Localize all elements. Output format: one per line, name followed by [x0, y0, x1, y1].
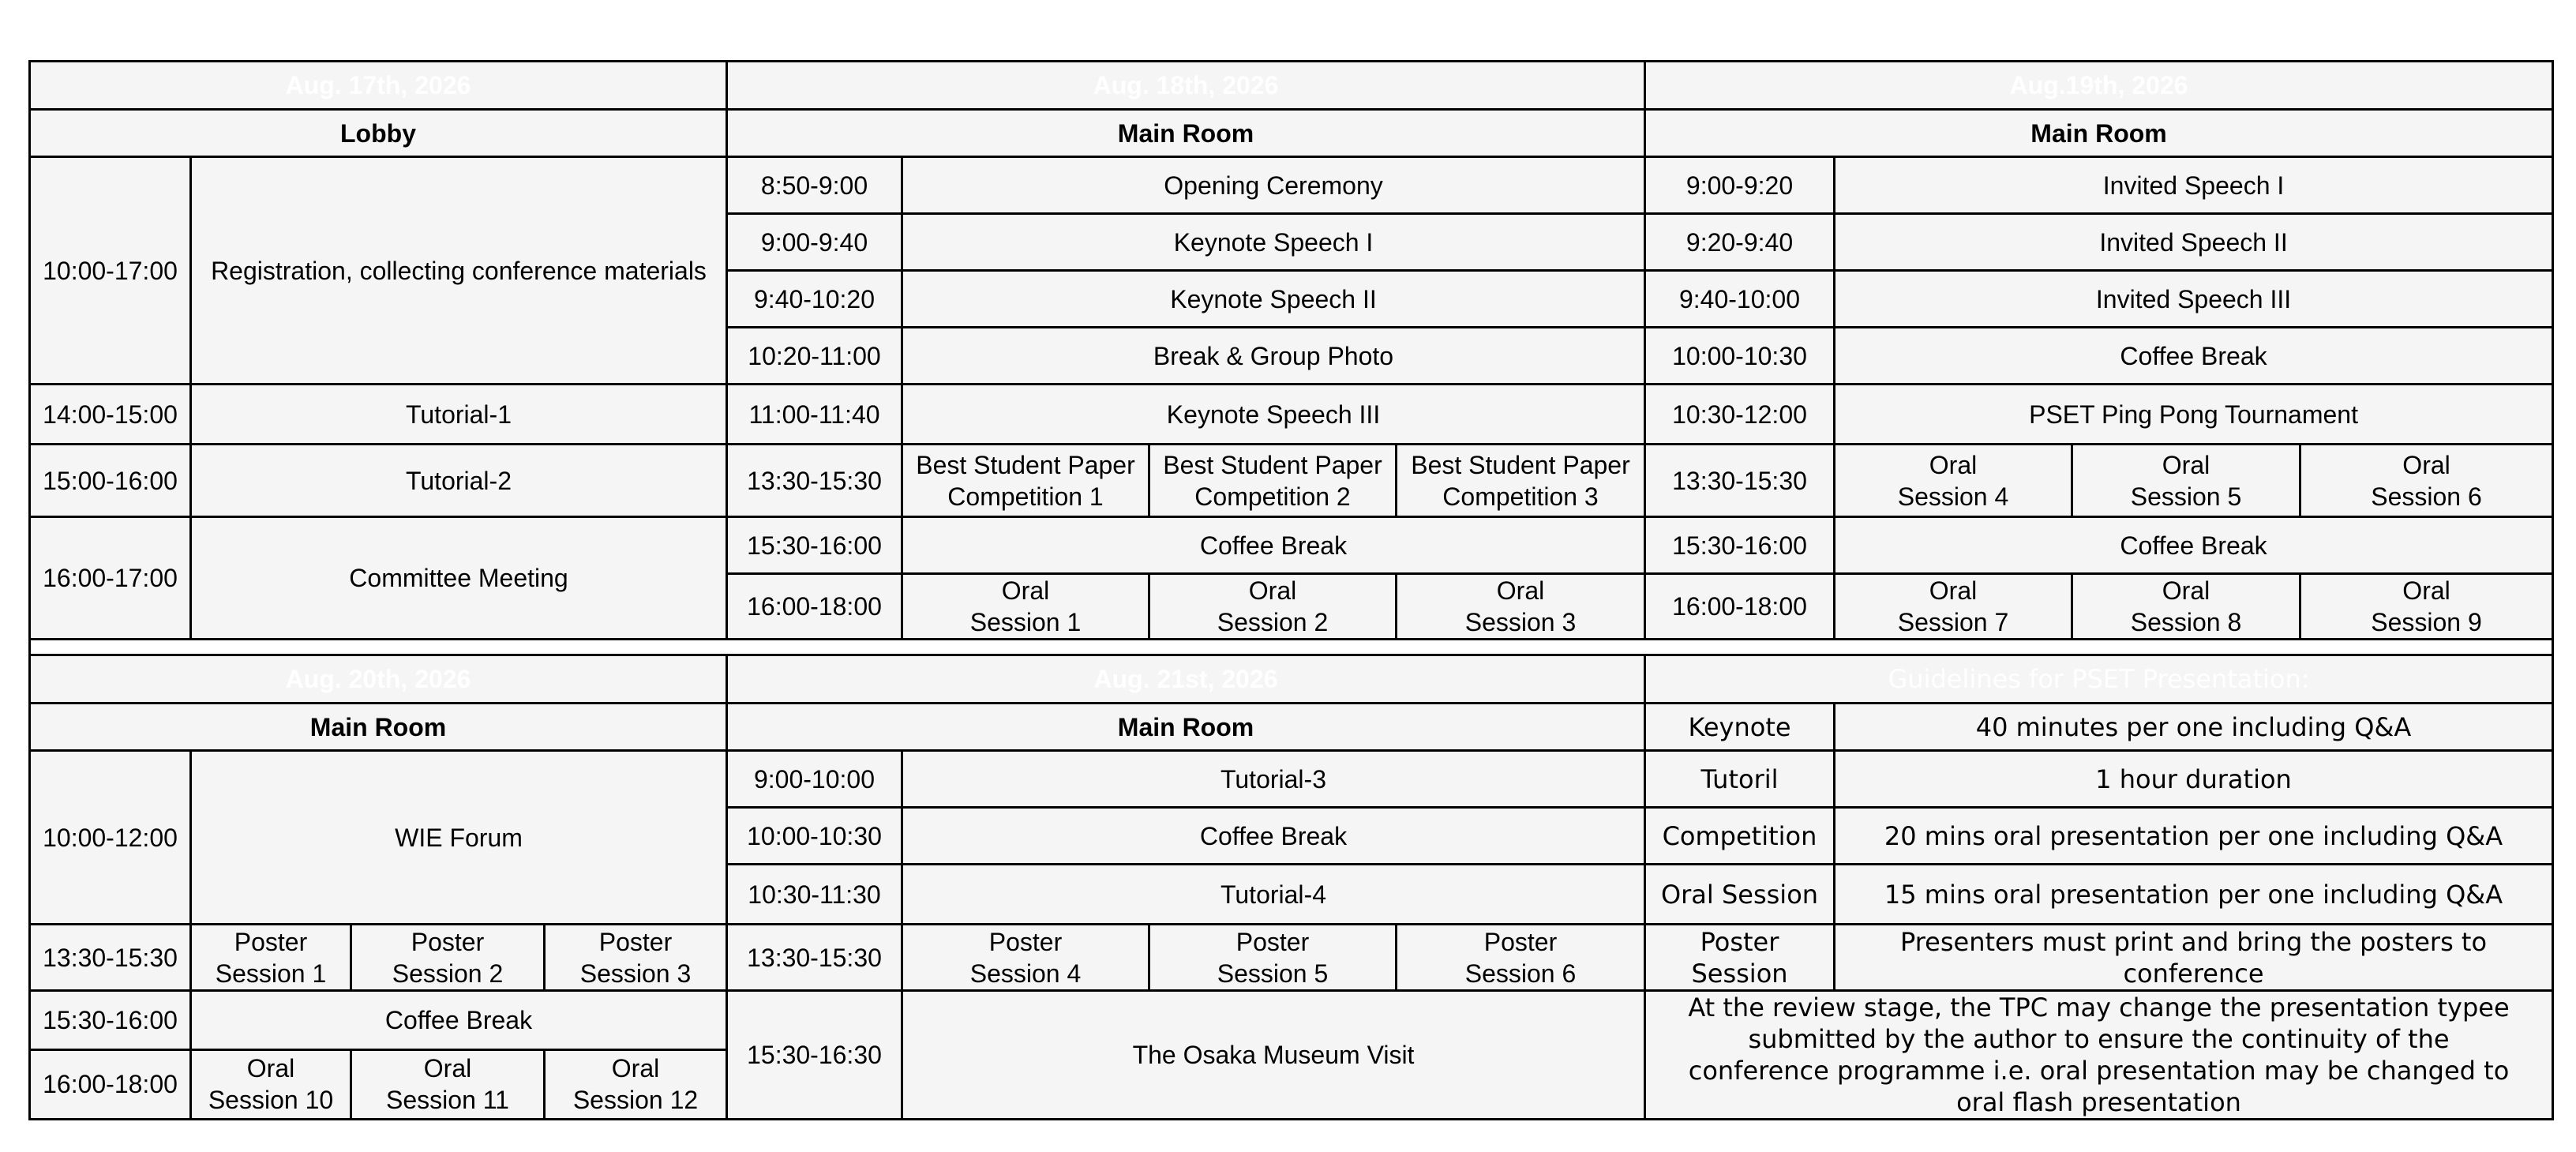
- day5-poster-cell: Poster Session 5: [1149, 925, 1397, 991]
- day5-time-cell: 13:30-15:30: [727, 925, 902, 991]
- day5-time-cell: 10:00-10:30: [727, 808, 902, 865]
- day2-time-cell: 9:40-10:20: [727, 271, 902, 328]
- day4-time-cell: 10:00-12:00: [30, 751, 191, 925]
- day4-session-cell: Oral Session 10: [191, 1049, 351, 1119]
- guideline-note-line: At the review stage, the TPC may change the presentation typee: [1688, 993, 2510, 1023]
- guideline-label: Keynote: [1645, 704, 1835, 751]
- guideline-note-line: submitted by the author to ensure the continuity of the: [1748, 1024, 2450, 1054]
- day3-event-cell: Invited Speech III: [1835, 271, 2553, 328]
- day1-room: Lobby: [30, 110, 727, 157]
- day4-event-cell: Coffee Break: [191, 991, 727, 1050]
- day4-time-cell: 16:00-18:00: [30, 1049, 191, 1119]
- day3-room: Main Room: [1645, 110, 2553, 157]
- day1-date-header: Aug. 17th, 2026: [30, 62, 727, 110]
- day2-event-cell: Keynote Speech III: [902, 385, 1645, 445]
- day1-event-cell: Tutorial-2: [191, 445, 727, 517]
- day4-session-cell: Oral Session 12: [545, 1049, 727, 1119]
- day5-event-cell: The Osaka Museum Visit: [902, 991, 1645, 1120]
- day3-event-cell: Coffee Break: [1835, 517, 2553, 574]
- day2-time-cell: 10:20-11:00: [727, 328, 902, 385]
- guideline-text: Presenters must print and bring the posters to conference: [1835, 925, 2553, 991]
- day1-event-cell: Tutorial-1: [191, 385, 727, 445]
- day3-session-cell: Oral Session 6: [2300, 445, 2553, 517]
- day2-time-cell: 16:00-18:00: [727, 574, 902, 640]
- day4-time-cell: 13:30-15:30: [30, 925, 191, 991]
- day3-event-cell: Invited Speech II: [1835, 214, 2553, 271]
- day3-time-cell: 13:30-15:30: [1645, 445, 1835, 517]
- day1-event-cell: Registration, collecting conference materials: [191, 157, 727, 385]
- day2-competition-cell: Best Student Paper Competition 2: [1149, 445, 1397, 517]
- guideline-label: Oral Session: [1645, 865, 1835, 925]
- day1-time-cell: 15:00-16:00: [30, 445, 191, 517]
- day2-time-cell: 8:50-9:00: [727, 157, 902, 214]
- day1-time-cell: 14:00-15:00: [30, 385, 191, 445]
- day5-event-cell: Tutorial-3: [902, 751, 1645, 808]
- day2-date-header: Aug. 18th, 2026: [727, 62, 1645, 110]
- guideline-note-line: conference programme i.e. oral presentation may be changed to: [1688, 1056, 2510, 1086]
- day1-time-cell: 10:00-17:00: [30, 157, 191, 385]
- day2-event-cell: Coffee Break: [902, 517, 1645, 574]
- day2-time-cell: 13:30-15:30: [727, 445, 902, 517]
- day4-poster-cell: Poster Session 3: [545, 925, 727, 991]
- guidelines-title: Guidelines for PSET Presentation:: [1645, 655, 2553, 704]
- day3-time-cell: 9:40-10:00: [1645, 271, 1835, 328]
- day5-event-cell: Tutorial-4: [902, 865, 1645, 925]
- schedule-table-week2: [28, 654, 2554, 1120]
- day2-event-cell: Keynote Speech II: [902, 271, 1645, 328]
- day2-time-cell: 15:30-16:00: [727, 517, 902, 574]
- guideline-label: Tutoril: [1645, 751, 1835, 808]
- day2-event-cell: Opening Ceremony: [902, 157, 1645, 214]
- guideline-text: 15 mins oral presentation per one including Q&A: [1835, 865, 2553, 925]
- day1-event-cell: Committee Meeting: [191, 517, 727, 640]
- day5-date-header: Aug. 21st, 2026: [727, 655, 1645, 704]
- day5-time-cell: 9:00-10:00: [727, 751, 902, 808]
- day3-session-cell: Oral Session 4: [1835, 445, 2072, 517]
- guideline-note-line: oral flash presentation: [1956, 1087, 2241, 1117]
- day2-event-cell: Break & Group Photo: [902, 328, 1645, 385]
- day3-event-cell: Invited Speech I: [1835, 157, 2553, 214]
- day3-event-cell: PSET Ping Pong Tournament: [1835, 385, 2553, 445]
- guideline-text: 20 mins oral presentation per one including Q&A: [1835, 808, 2553, 865]
- day5-time-cell: 15:30-16:30: [727, 991, 902, 1120]
- day5-room: Main Room: [727, 704, 1645, 751]
- day3-session-cell: Oral Session 9: [2300, 574, 2553, 640]
- day4-room: Main Room: [30, 704, 727, 751]
- day4-session-cell: Oral Session 11: [351, 1049, 545, 1119]
- day3-time-cell: 16:00-18:00: [1645, 574, 1835, 640]
- day5-event-cell: Coffee Break: [902, 808, 1645, 865]
- day3-time-cell: 15:30-16:00: [1645, 517, 1835, 574]
- guideline-text: 1 hour duration: [1835, 751, 2553, 808]
- day2-session-cell: Oral Session 2: [1149, 574, 1397, 640]
- guideline-note: [1645, 991, 2553, 1120]
- day3-session-cell: Oral Session 7: [1835, 574, 2072, 640]
- schedule-table-week1: [28, 60, 2554, 658]
- day3-session-cell: Oral Session 5: [2072, 445, 2300, 517]
- day3-session-cell: Oral Session 8: [2072, 574, 2300, 640]
- day4-poster-cell: Poster Session 2: [351, 925, 545, 991]
- day4-poster-cell: Poster Session 1: [191, 925, 351, 991]
- day2-time-cell: 11:00-11:40: [727, 385, 902, 445]
- day5-poster-cell: Poster Session 6: [1397, 925, 1645, 991]
- day2-room: Main Room: [727, 110, 1645, 157]
- day5-time-cell: 10:30-11:30: [727, 865, 902, 925]
- day4-event-cell: WIE Forum: [191, 751, 727, 925]
- day2-competition-cell: Best Student Paper Competition 3: [1397, 445, 1645, 517]
- day3-date-header: Aug.19th, 2026: [1645, 62, 2553, 110]
- day4-time-cell: 15:30-16:00: [30, 991, 191, 1050]
- day3-time-cell: 10:30-12:00: [1645, 385, 1835, 445]
- day2-session-cell: Oral Session 3: [1397, 574, 1645, 640]
- day5-poster-cell: Poster Session 4: [902, 925, 1149, 991]
- day1-time-cell: 16:00-17:00: [30, 517, 191, 640]
- day3-event-cell: Coffee Break: [1835, 328, 2553, 385]
- guideline-label: Poster Session: [1645, 925, 1835, 991]
- guideline-text: 40 minutes per one including Q&A: [1835, 704, 2553, 751]
- day2-event-cell: Keynote Speech I: [902, 214, 1645, 271]
- day3-time-cell: 9:00-9:20: [1645, 157, 1835, 214]
- guideline-label: Competition: [1645, 808, 1835, 865]
- day2-competition-cell: Best Student Paper Competition 1: [902, 445, 1149, 517]
- day2-time-cell: 9:00-9:40: [727, 214, 902, 271]
- day4-date-header: Aug. 20th, 2026: [30, 655, 727, 704]
- day3-time-cell: 10:00-10:30: [1645, 328, 1835, 385]
- day2-session-cell: Oral Session 1: [902, 574, 1149, 640]
- day3-time-cell: 9:20-9:40: [1645, 214, 1835, 271]
